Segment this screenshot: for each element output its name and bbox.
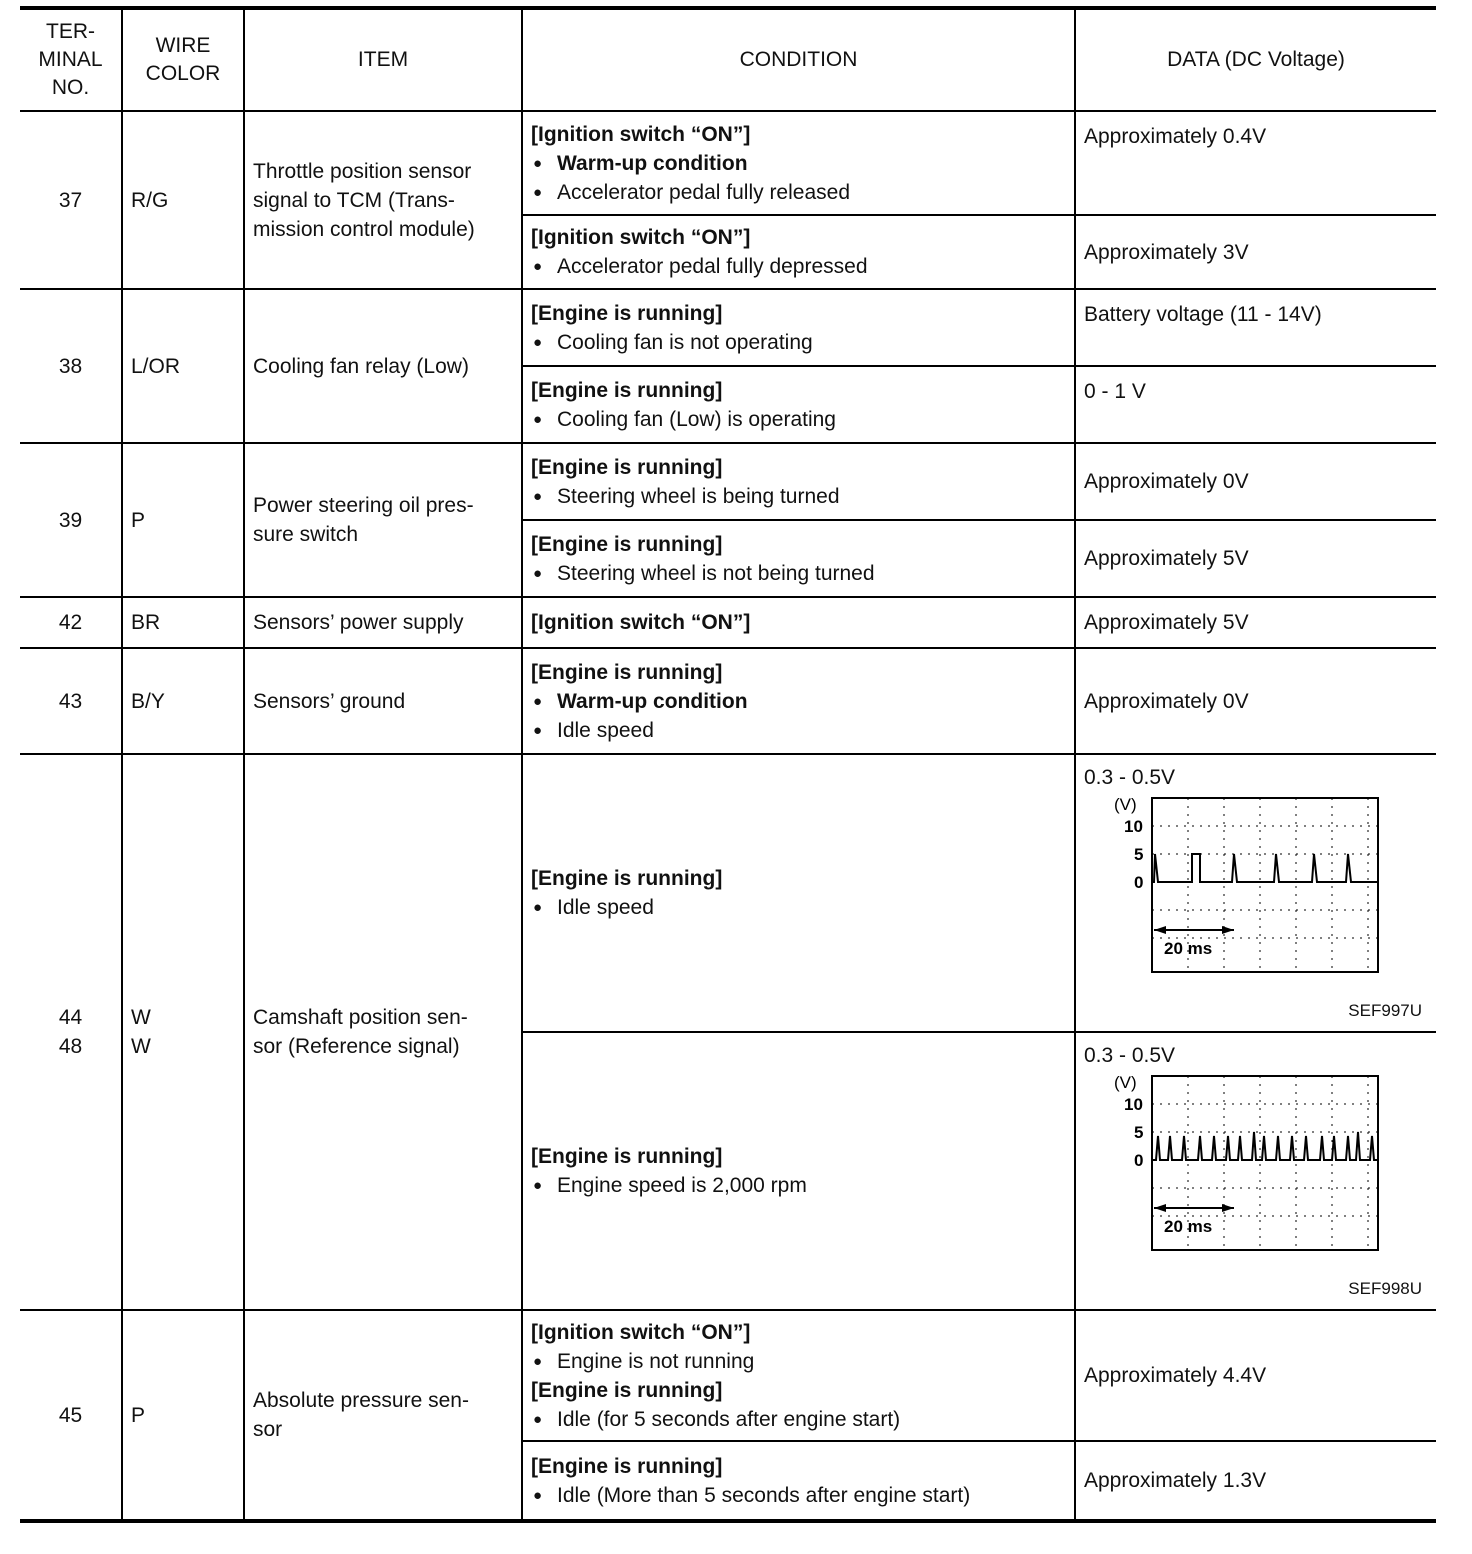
- voltage-range: 0.3 - 0.5V: [1084, 766, 1176, 789]
- header-terminal-no: TER- MINAL NO.: [20, 8, 122, 111]
- condition-cell: [Engine is running] ● Steering wheel is being turned: [522, 443, 1075, 520]
- header-data: DATA (DC Voltage): [1075, 8, 1436, 111]
- scope-tick-10: 10: [1124, 1095, 1143, 1114]
- voltage-range: 0.3 - 0.5V: [1084, 1044, 1176, 1067]
- terminal-no: 38: [20, 289, 122, 443]
- arrowhead-left-icon: [1154, 1204, 1166, 1212]
- terminal-no: 43: [20, 648, 122, 754]
- terminal-no: 37: [20, 111, 122, 289]
- terminal-no: 45: [20, 1310, 122, 1521]
- condition-cell: [Ignition switch “ON”] ● Warm-up condition ● Accelerator pedal fully released: [522, 111, 1075, 215]
- figure-code: SEF998U: [1348, 1279, 1422, 1298]
- oscilloscope-waveform-2000rpm: [1084, 1070, 1424, 1266]
- data-value: [1075, 754, 1436, 1032]
- data-value: Approximately 0.4V: [1075, 111, 1436, 215]
- data-value: Approximately 5V: [1075, 597, 1436, 648]
- data-value: Approximately 5V: [1075, 520, 1436, 597]
- wire-color: P: [122, 1310, 244, 1521]
- time-scale-label: 20 ms: [1164, 1217, 1213, 1236]
- table-row: [20, 1310, 1436, 1441]
- time-scale-label: 20 ms: [1164, 939, 1213, 958]
- item-description: Camshaft position sen- sor (Reference signal): [244, 754, 522, 1310]
- arrowhead-right-icon: [1222, 1204, 1234, 1212]
- item-description: Sensors’ ground: [244, 648, 522, 754]
- item-description: Absolute pressure sen- sor: [244, 1310, 522, 1521]
- terminal-no: 39: [20, 443, 122, 597]
- item-description: Cooling fan relay (Low): [244, 289, 522, 443]
- waveform-trace: [1152, 854, 1378, 882]
- condition-cell: [Engine is running] ● Steering wheel is not being turned: [522, 520, 1075, 597]
- ecm-terminal-table: [20, 6, 1436, 1523]
- wire-color: BR: [122, 597, 244, 648]
- terminal-no: 42: [20, 597, 122, 648]
- condition-cell: [Engine is running] ● Cooling fan (Low) is operating: [522, 366, 1075, 443]
- wire-color: L/OR: [122, 289, 244, 443]
- condition-cell: [Engine is running] ● Warm-up condition ● Idle speed: [522, 648, 1075, 754]
- scope-tick-5: 5: [1134, 845, 1144, 864]
- wire-color: W W: [122, 754, 244, 1310]
- data-value: Approximately 1.3V: [1075, 1441, 1436, 1521]
- data-value: Battery voltage (11 - 14V): [1075, 289, 1436, 366]
- scope-unit-label: (V): [1114, 1073, 1137, 1092]
- wire-color: B/Y: [122, 648, 244, 754]
- table-row: [20, 597, 1436, 648]
- table-row: [20, 648, 1436, 754]
- condition-cell: [Ignition switch “ON”] ● Accelerator pedal fully depressed: [522, 215, 1075, 289]
- figure-code: SEF997U: [1348, 1001, 1422, 1020]
- condition-cell: [Engine is running] ● Engine speed is 2,000 rpm: [522, 1032, 1075, 1310]
- condition-cell: [Engine is running] ● Idle speed: [522, 754, 1075, 1032]
- scope-tick-5: 5: [1134, 1123, 1144, 1142]
- item-description: Throttle position sensor signal to TCM (Trans- mission control module): [244, 111, 522, 289]
- wire-color: R/G: [122, 111, 244, 289]
- arrowhead-left-icon: [1154, 926, 1166, 934]
- scope-tick-0: 0: [1134, 1151, 1144, 1170]
- data-value: 0 - 1 V: [1075, 366, 1436, 443]
- table-row: [20, 111, 1436, 215]
- header-condition: CONDITION: [522, 8, 1075, 111]
- item-description: Sensors’ power supply: [244, 597, 522, 648]
- condition-cell: [Engine is running] ● Cooling fan is not operating: [522, 289, 1075, 366]
- wire-color: P: [122, 443, 244, 597]
- waveform-trace: [1152, 1132, 1378, 1160]
- header-wire-color: WIRE COLOR: [122, 8, 244, 111]
- oscilloscope-waveform-idle: [1084, 792, 1424, 988]
- scope-tick-0: 0: [1134, 873, 1144, 892]
- header-item: ITEM: [244, 8, 522, 111]
- terminal-data-sheet: [20, 6, 1436, 1523]
- terminal-no: 44 48: [20, 754, 122, 1310]
- arrowhead-right-icon: [1222, 926, 1234, 934]
- table-row: [20, 289, 1436, 366]
- table-header-row: [20, 8, 1436, 111]
- table-row: [20, 443, 1436, 520]
- table-row: [20, 754, 1436, 1032]
- data-value: Approximately 0V: [1075, 648, 1436, 754]
- scope-unit-label: (V): [1114, 795, 1137, 814]
- data-value: Approximately 3V: [1075, 215, 1436, 289]
- condition-cell: [Engine is running] ● Idle (More than 5 seconds after engine start): [522, 1441, 1075, 1521]
- item-description: Power steering oil pres- sure switch: [244, 443, 522, 597]
- data-value: Approximately 0V: [1075, 443, 1436, 520]
- condition-cell: [Ignition switch “ON”] ● Engine is not running [Engine is running] ● Idle (for 5 seconds after engine start): [522, 1310, 1075, 1441]
- condition-cell: [Ignition switch “ON”]: [522, 597, 1075, 648]
- data-value: Approximately 4.4V: [1075, 1310, 1436, 1441]
- data-value: [1075, 1032, 1436, 1310]
- scope-tick-10: 10: [1124, 817, 1143, 836]
